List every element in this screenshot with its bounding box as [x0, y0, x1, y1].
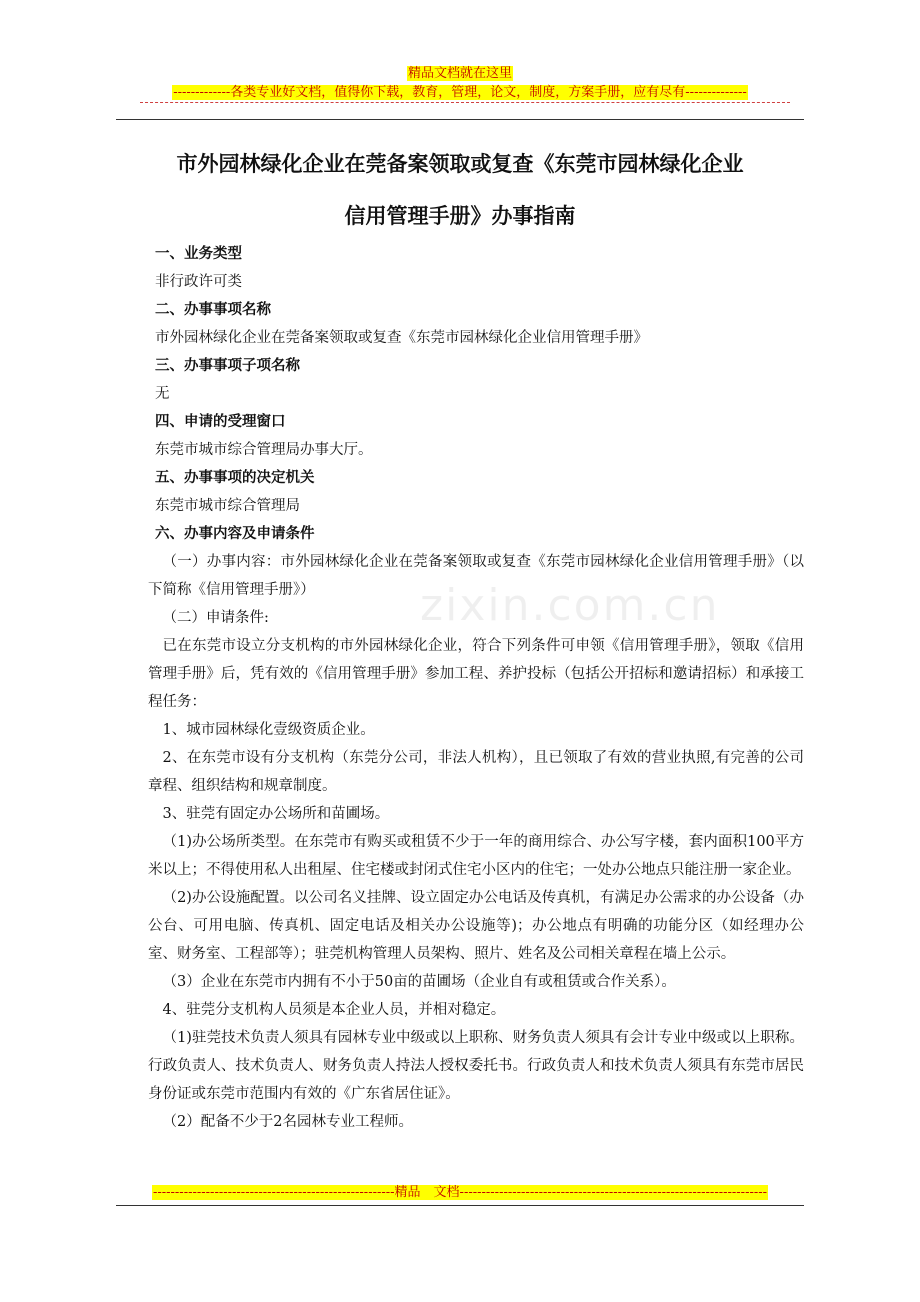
- header-dashed-divider: [140, 102, 790, 103]
- condition-item-3-3: （3）企业在东莞市内拥有不小于50亩的苗圃场（企业自有或租赁或合作关系）。: [162, 974, 676, 990]
- condition-item-2: 2、在东莞市设有分支机构（东莞分公司，非法人机构），且已领取了有效的营业执照,有完善的公司章程、组织结构和规章制度。: [148, 750, 804, 794]
- section-heading-item-name: 二、办事事项名称: [155, 302, 271, 318]
- condition-item-4: 4、驻莞分支机构人员须是本企业人员，并相对稳定。: [162, 1002, 506, 1018]
- condition-item-4-2: （2）配备不少于2名园林专业工程师。: [162, 1114, 413, 1130]
- condition-item-1: 1、城市园林绿化壹级资质企业。: [162, 722, 375, 738]
- condition-item-4-1: （1)驻莞技术负责人须具有园林专业中级或以上职称、财务负责人须具有会计专业中级或以上职称。行政负责人、技术负责人、财务负责人持法人授权委托书。行政负责人和技术负责人须具有东莞市居民身份证或东莞市范围内有效的《广东省居住证》。: [148, 1030, 804, 1102]
- header-rule: [116, 119, 804, 120]
- section-heading-authority: 五、办事事项的决定机关: [155, 470, 315, 486]
- section-value-authority: 东莞市城市综合管理局: [155, 498, 300, 514]
- paragraph-conditions-label: （二）申请条件:: [162, 610, 269, 626]
- header-banner-slogan: -------------各类专业好文档，值得你下载，教育，管理，论文，制度，方案手册，应有尽有--------------: [173, 85, 747, 100]
- section-value-item-name: 市外园林绿化企业在莞备案领取或复查《东莞市园林绿化企业信用管理手册》: [155, 330, 648, 346]
- document-title-line2: 信用管理手册》办事指南: [344, 204, 576, 228]
- footer-rule: [116, 1205, 804, 1206]
- section-value-subitem-name: 无: [155, 386, 170, 402]
- paragraph-content: （一）办事内容：市外园林绿化企业在莞备案领取或复查《东莞市园林绿化企业信用管理手册》（以下简称《信用管理手册》）: [148, 554, 804, 598]
- footer-banner: -------------------------------------------------------精品 文档----------------------------------------------------------------------: [152, 1185, 768, 1200]
- section-value-business-type: 非行政许可类: [155, 274, 242, 290]
- paragraph-conditions-intro: 已在东莞市设立分支机构的市外园林绿化企业，符合下列条件可申领《信用管理手册》，领取《信用管理手册》后，凭有效的《信用管理手册》参加工程、养护投标（包括公开招标和邀请招标）和承接工程任务：: [148, 638, 804, 710]
- document-body: [148, 240, 804, 1136]
- section-value-window: 东莞市城市综合管理局办事大厅。: [155, 442, 373, 458]
- section-heading-business-type: 一、业务类型: [155, 246, 242, 262]
- condition-item-3-1: （1)办公场所类型。在东莞市有购买或租赁不少于一年的商用综合、办公写字楼，套内面积100平方米以上；不得使用私人出租屋、住宅楼或封闭式住宅小区内的住宅；一处办公地点只能注册一家企业。: [148, 834, 804, 878]
- document-title-line1: 市外园林绿化企业在莞备案领取或复查《东莞市园林绿化企业: [176, 152, 744, 176]
- header-banner-title: 精品文档就在这里: [407, 66, 512, 81]
- watermark: zixin.com.cn: [420, 580, 720, 631]
- condition-item-3: 3、驻莞有固定办公场所和苗圃场。: [162, 806, 390, 822]
- section-heading-window: 四、申请的受理窗口: [155, 414, 286, 430]
- section-heading-content-conditions: 六、办事内容及申请条件: [155, 526, 315, 542]
- section-heading-subitem-name: 三、办事事项子项名称: [155, 358, 300, 374]
- condition-item-3-2: （2)办公设施配置。以公司名义挂牌、设立固定办公电话及传真机，有满足办公需求的办公设备（办公台、可用电脑、传真机、固定电话及相关办公设施等)；办公地点有明确的功能分区（如经理办公室、财务室、工程部等）；驻莞机构管理人员架构、照片、姓名及公司相关章程在墙上公示。: [148, 890, 804, 962]
